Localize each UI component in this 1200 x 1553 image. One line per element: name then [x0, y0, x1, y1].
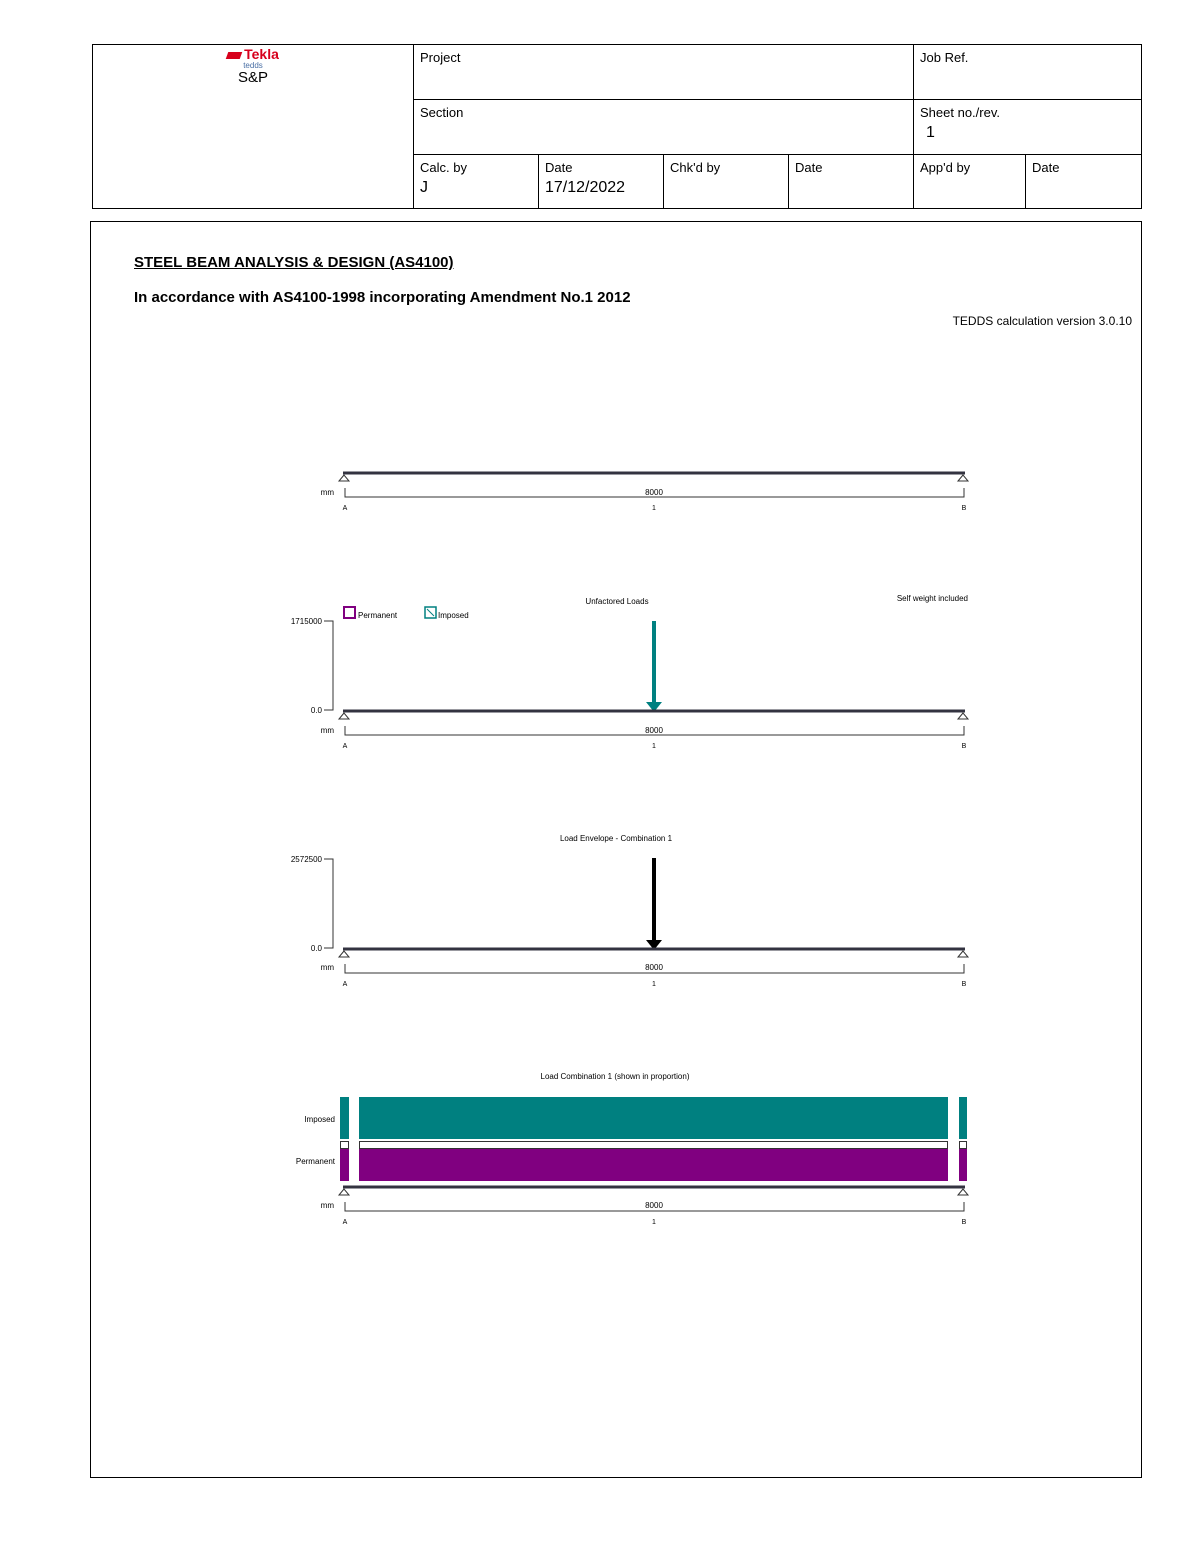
- unfactored-loads-diagram: [291, 594, 968, 750]
- permanent-bar-right: [959, 1149, 967, 1181]
- span-number-label: 1: [652, 1219, 656, 1226]
- chkdby-label: Chk'd by: [670, 160, 721, 175]
- support-b-label: B: [961, 505, 967, 512]
- span-number-label: 1: [652, 505, 656, 512]
- permanent-row-label: Permanent: [295, 1157, 335, 1166]
- tedds-logo-text: tedds: [243, 61, 263, 70]
- envelope-y-axis: [324, 859, 333, 948]
- support-b-label: B: [961, 743, 967, 750]
- self-weight-note: Self weight included: [896, 594, 968, 603]
- support-a-label: A: [342, 1219, 348, 1226]
- unit-label: mm: [320, 726, 334, 735]
- support-left-icon: [339, 951, 349, 957]
- date1-value: 17/12/2022: [545, 179, 626, 196]
- span-diagram: [321, 473, 968, 512]
- company-name: S&P: [237, 69, 268, 86]
- date3-label: Date: [1032, 160, 1060, 175]
- support-left-icon: [339, 713, 349, 719]
- permanent-bar-span: [359, 1149, 948, 1181]
- gap-box: [360, 1142, 948, 1149]
- calcby-value: J: [420, 179, 428, 196]
- support-right-icon: [958, 1189, 968, 1195]
- imposed-row-label: Imposed: [304, 1115, 335, 1124]
- tekla-logo: Tekla: [93, 46, 413, 62]
- span-length-label: 8000: [645, 1201, 663, 1210]
- document-title: STEEL BEAM ANALYSIS & DESIGN (AS4100): [134, 254, 454, 271]
- permanent-legend-icon: [344, 607, 355, 618]
- date2-label: Date: [795, 160, 823, 175]
- support-a-label: A: [342, 743, 348, 750]
- gap-box: [960, 1142, 967, 1149]
- permanent-legend-label: Permanent: [358, 611, 398, 620]
- envelope-title: Load Envelope - Combination 1: [559, 834, 673, 843]
- version-note: TEDDS calculation version 3.0.10: [952, 314, 1132, 328]
- support-b-label: B: [961, 1219, 967, 1226]
- section-label: Section: [420, 105, 464, 120]
- document-subtitle: In accordance with AS4100-1998 incorporating Amendment No.1 2012: [134, 289, 631, 306]
- imposed-legend-hatch: [427, 609, 434, 616]
- span-length-label: 8000: [645, 488, 663, 497]
- unfactored-title: Unfactored Loads: [585, 597, 649, 606]
- calcby-label: Calc. by: [420, 160, 467, 175]
- date1-label: Date: [545, 160, 573, 175]
- unit-label: mm: [320, 963, 334, 972]
- load-envelope-diagram: [291, 834, 968, 988]
- support-right-icon: [958, 951, 968, 957]
- envelope-y-min: 0.0: [310, 944, 322, 953]
- jobref-label: Job Ref.: [920, 50, 969, 65]
- unit-label: mm: [320, 488, 334, 497]
- imposed-legend-label: Imposed: [438, 611, 469, 620]
- gap-box: [341, 1142, 349, 1149]
- span-length-label: 8000: [645, 963, 663, 972]
- span-number-label: 1: [652, 743, 656, 750]
- support-a-label: A: [342, 981, 348, 988]
- load-combination-diagram: [296, 1072, 968, 1226]
- support-b-label: B: [961, 981, 967, 988]
- appdby-label: App'd by: [920, 160, 971, 175]
- support-a-label: A: [342, 505, 348, 512]
- imposed-bar-span: [359, 1097, 948, 1139]
- support-right-icon: [958, 475, 968, 481]
- unfactored-y-min: 0.0: [310, 706, 322, 715]
- sheet-value: 1: [926, 124, 935, 141]
- project-label: Project: [420, 50, 461, 65]
- span-length-label: 8000: [645, 726, 663, 735]
- sheet-label: Sheet no./rev.: [920, 105, 1000, 120]
- support-right-icon: [958, 713, 968, 719]
- span-number-label: 1: [652, 981, 656, 988]
- imposed-bar-right: [959, 1097, 967, 1139]
- support-left-icon: [339, 1189, 349, 1195]
- unit-label: mm: [320, 1201, 334, 1210]
- support-left-icon: [339, 475, 349, 481]
- permanent-bar-left: [340, 1149, 349, 1181]
- imposed-bar-left: [340, 1097, 349, 1139]
- envelope-y-max: 2572500: [290, 855, 322, 864]
- unfactored-y-axis: [324, 621, 333, 710]
- unfactored-y-max: 1715000: [290, 617, 322, 626]
- combination-title: Load Combination 1 (shown in proportion): [540, 1072, 690, 1081]
